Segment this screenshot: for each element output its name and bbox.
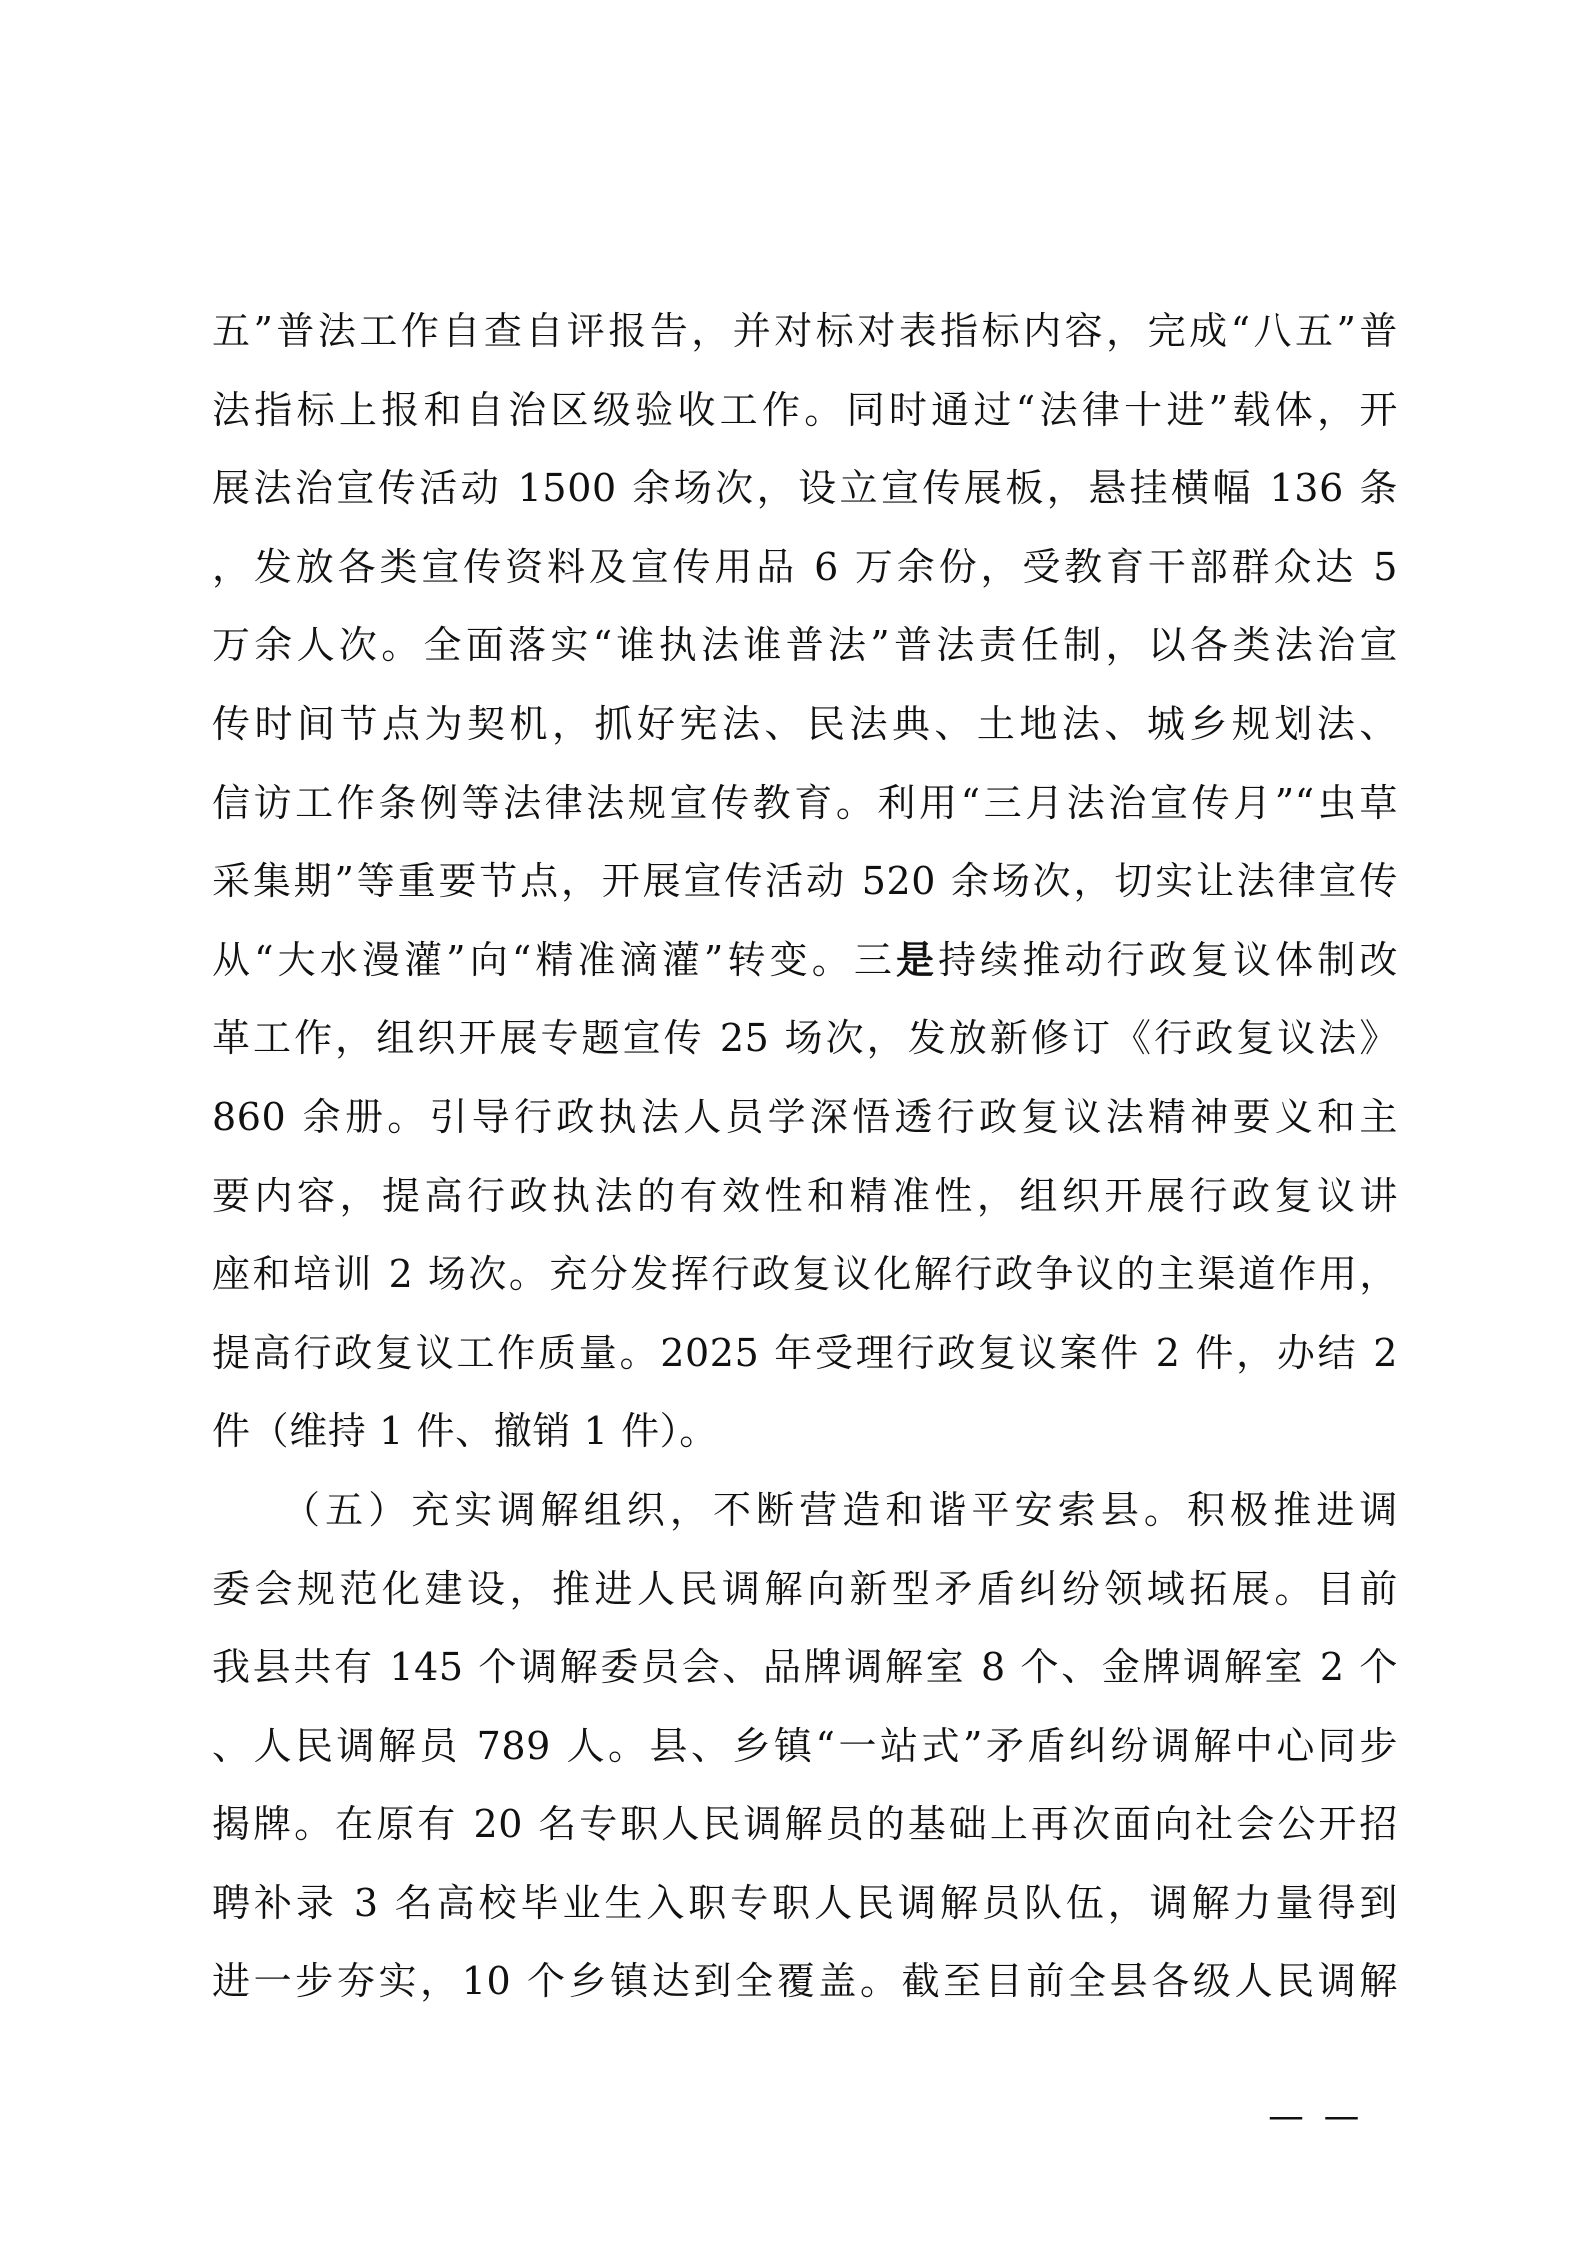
bold-text-segment: 是 — [895, 936, 939, 982]
text-line: 采集期”等重要节点，开展宣传活动 520 余场次，切实让法律宣传 — [212, 859, 1398, 904]
body-text — [212, 292, 1398, 2021]
text-line: 五”普法工作自查自评报告，并对标对表指标内容，完成“八五”普 — [212, 309, 1398, 353]
text-line: 860 余册。引导行政执法人员学深悟透行政复议法精神要义和主 — [212, 1094, 1398, 1139]
text-line: 要内容，提高行政执法的有效性和精准性，组织开展行政复议讲 — [212, 1173, 1398, 1218]
text-segment: 持续推动行政复议体制改 — [938, 937, 1398, 982]
page-number-marker: — — — [1268, 2096, 1364, 2137]
text-line — [212, 921, 1398, 1000]
text-line: 件（维持 1 件、撤销 1 件）。 — [212, 1409, 718, 1454]
text-line: 委会规范化建设，推进人民调解向新型矛盾纠纷领域拓展。目前 — [212, 1566, 1398, 1611]
text-line: ，发放各类宣传资料及宣传用品 6 万余份，受教育干部群众达 5 — [212, 544, 1398, 589]
text-segment: 从“大水漫灌”向“精准滴灌”转变。三 — [212, 937, 896, 982]
text-line: 提高行政复议工作质量。2025 年受理行政复议案件 2 件，办结 2 — [212, 1330, 1398, 1375]
text-line: 揭牌。在原有 20 名专职人民调解员的基础上再次面向社会公开招 — [212, 1802, 1398, 1847]
text-line: 革工作，组织开展专题宣传 25 场次，发放新修订《行政复议法》 — [212, 1016, 1398, 1061]
text-line: （五）充实调解组织，不断营造和谐平安索县。积极推进调 — [282, 1487, 1398, 1532]
text-line: 传时间节点为契机，抓好宪法、民法典、土地法、城乡规划法、 — [212, 701, 1398, 746]
text-line: 、人民调解员 789 人。县、乡镇“一站式”矛盾纠纷调解中心同步 — [212, 1723, 1398, 1768]
text-line: 聘补录 3 名高校毕业生入职专职人民调解员队伍，调解力量得到 — [212, 1880, 1398, 1925]
text-line: 法指标上报和自治区级验收工作。同时通过“法律十进”载体，开 — [212, 387, 1398, 432]
text-line: 进一步夯实，10 个乡镇达到全覆盖。截至目前全县各级人民调解 — [212, 1959, 1398, 2004]
text-line: 我县共有 145 个调解委员会、品牌调解室 8 个、金牌调解室 2 个 — [212, 1645, 1398, 1690]
text-line: 展法治宣传活动 1500 余场次，设立宣传展板，悬挂横幅 136 条 — [212, 466, 1398, 511]
text-line: 万余人次。全面落实“谁执法谁普法”普法责任制，以各类法治宣 — [212, 623, 1398, 668]
text-line: 座和培训 2 场次。充分发挥行政复议化解行政争议的主渠道作用， — [212, 1252, 1398, 1297]
text-line: 信访工作条例等法律法规宣传教育。利用“三月法治宣传月”“虫草 — [212, 780, 1398, 825]
